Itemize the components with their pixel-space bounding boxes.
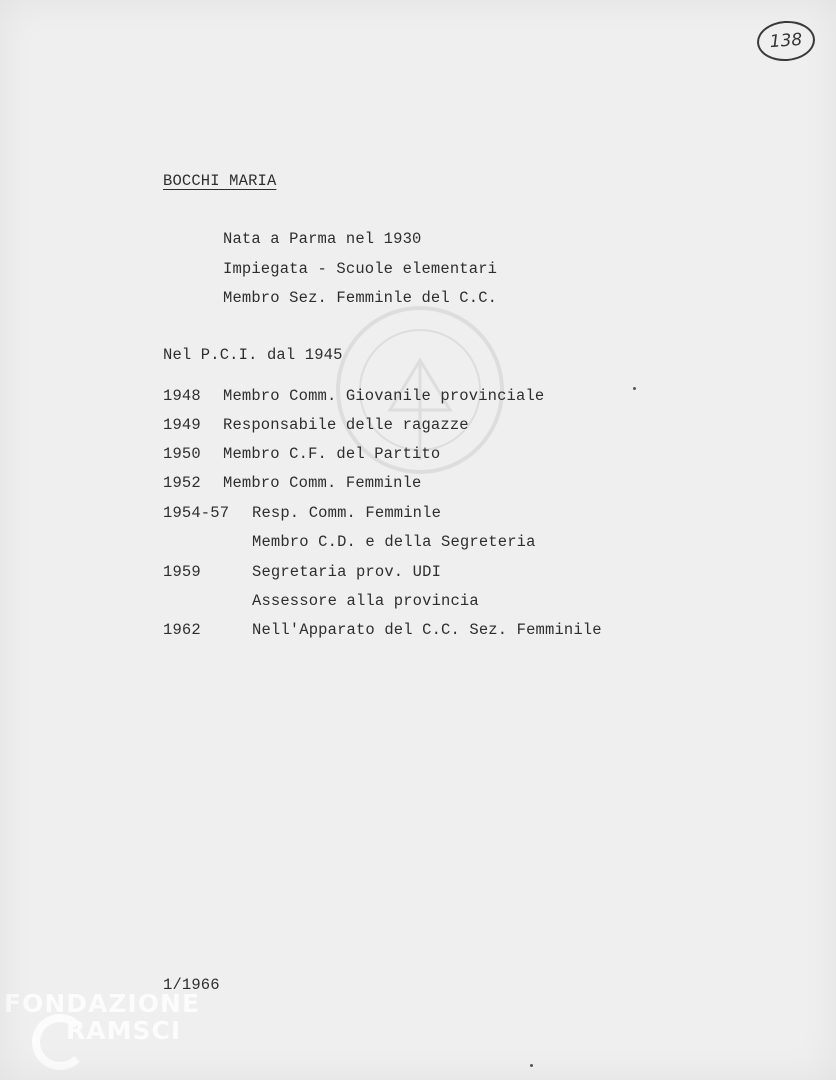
career-role: Responsabile delle ragazze [223, 416, 469, 434]
career-year: 1952 [163, 474, 201, 492]
career-role-continuation: Membro C.D. e della Segreteria [252, 533, 536, 551]
career-year: 1948 [163, 387, 201, 405]
watermark [4, 990, 200, 1044]
party-since: Nel P.C.I. dal 1945 [163, 346, 343, 364]
footer-date: 1/1966 [163, 976, 220, 994]
career-year: 1959 [163, 563, 201, 581]
career-role: Segretaria prov. UDI [252, 563, 442, 581]
career-role: Membro Comm. Femminle [223, 474, 422, 492]
document-title: BOCCHI MARIA [163, 172, 277, 190]
page-number: 138 [769, 29, 803, 53]
paper-speck [530, 1064, 533, 1067]
bio-membership: Membro Sez. Femminle del C.C. [223, 289, 498, 307]
career-year: 1949 [163, 416, 201, 434]
watermark-line-1: FONDAZIONE [4, 989, 201, 1018]
page-number-circle [756, 19, 817, 63]
career-year: 1954-57 [163, 504, 230, 522]
career-role: Membro C.F. del Partito [223, 445, 441, 463]
bio-occupation: Impiegata - Scuole elementari [223, 260, 498, 278]
career-year: 1950 [163, 445, 201, 463]
bio-birth: Nata a Parma nel 1930 [223, 230, 422, 248]
paper-speck [633, 387, 636, 390]
career-role-continuation: Assessore alla provincia [252, 592, 479, 610]
career-role: Nell'Apparato del C.C. Sez. Femminile [252, 621, 602, 639]
career-role: Membro Comm. Giovanile provinciale [223, 387, 545, 405]
career-year: 1962 [163, 621, 201, 639]
watermark-line-2: RAMSCI [66, 1016, 182, 1045]
career-role: Resp. Comm. Femminle [252, 504, 442, 522]
